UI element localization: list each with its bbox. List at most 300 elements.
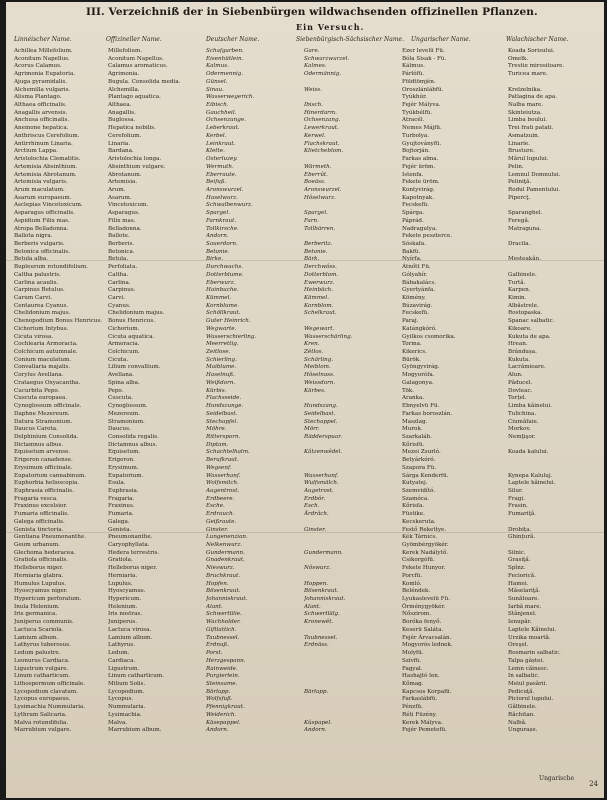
saxon-entry — [304, 94, 402, 102]
saxon-entry: Hôselnass. — [304, 372, 335, 379]
saxon-entry: Lewerkraut. — [304, 125, 339, 132]
wallachian-entry: Hamei. — [508, 580, 529, 587]
german-entry: Meerrettig. — [206, 341, 239, 348]
linnean-entry: Humulus Lupulus. — [14, 580, 66, 587]
saxon-entry: Ärdrâch. — [304, 511, 329, 518]
linnean-entry: Genista tinctoria. — [14, 526, 64, 533]
officinal-entry: Lamium album. — [108, 634, 153, 641]
wallachian-entry: Lemn căinesc. — [508, 665, 549, 672]
wallachian-entry — [508, 202, 602, 210]
saxon-entry: Flachskraut. — [304, 140, 340, 147]
wallachian-entry — [508, 442, 602, 450]
column-german — [206, 48, 302, 735]
hungarian-entry: Paraj. — [402, 318, 419, 325]
hungarian-entry: Mogyorófa. — [402, 372, 435, 379]
officinal-entry: Carpinus. — [108, 287, 136, 294]
wallachian-entry: Asmatzuin. — [508, 132, 540, 139]
linnean-entry: Lythrum Salicaria. — [14, 711, 67, 718]
officinal-entry: Cicuta. — [108, 356, 129, 363]
wallachian-entry: Kukuta de apa. — [508, 333, 551, 340]
officinal-entry: Filix mas. — [108, 217, 136, 224]
saxon-entry: Wegewart. — [304, 325, 335, 332]
saxon-entry: Eberrût. — [304, 171, 328, 178]
linnean-entry: Aristolochia Clematitis. — [14, 156, 81, 163]
officinal-entry: Stramonium. — [108, 418, 145, 425]
german-entry: Erdnuß. — [206, 642, 230, 649]
german-entry: Weiderich. — [206, 711, 237, 718]
german-entry: Schöllkraut. — [206, 310, 241, 317]
wallachian-entry: Silur. — [508, 487, 523, 494]
linnean-entry: Gratiola officinalis. — [14, 557, 69, 564]
hungarian-entry: Hashajtó len. — [402, 673, 440, 680]
officinal-entry: Ballote. — [108, 233, 130, 240]
wallachian-entry: Limba kăinelui. — [508, 403, 552, 410]
hungarian-entry: Fecskefü. — [402, 202, 430, 209]
header-saxon: Siebenbürgisch-Sächsischer Name. — [296, 36, 405, 43]
linnean-entry: Cynoglossum officinale. — [14, 403, 82, 410]
hungarian-entry: Fekete üröm. — [402, 179, 440, 186]
hungarian-entry: Lyukaslevelü Fü. — [402, 596, 450, 603]
german-entry: Porst. — [206, 650, 223, 657]
hungarian-entry: Gyilkos csomorika. — [402, 333, 456, 340]
linnean-entry: Dictamnus albus. — [14, 441, 64, 448]
saxon-entry: Hôselwurz. — [304, 194, 337, 201]
hungarian-entry: Fekete Hunyor. — [402, 565, 446, 572]
linnean-entry: Herniaria glabra. — [14, 572, 64, 579]
officinal-entry: Galega. — [108, 518, 130, 525]
wallachian-entry: Răchitan. — [508, 711, 536, 718]
saxon-entry: Kalmes. — [304, 63, 327, 70]
german-entry: Wegwarte. — [206, 325, 237, 332]
saxon-entry: Ginster. — [304, 526, 327, 533]
wallachian-entry: Mesteakăn. — [508, 256, 541, 263]
wallachian-entry: Drobița. — [508, 526, 532, 533]
officinal-entry: Lactuca virosa. — [108, 626, 152, 633]
saxon-entry: Bilsenkraut. — [304, 588, 339, 595]
wallachian-entry: Morkov. — [508, 426, 531, 433]
saxon-entry: Meiblom. — [304, 364, 331, 371]
linnean-entry: Aconitum Napellus. — [14, 55, 70, 62]
linnean-entry: Chenopodium Bonus Henricus. — [14, 318, 103, 325]
hungarian-entry: Nemes Májfü. — [402, 125, 442, 132]
wallachian-entry: Iarbă mare. — [508, 603, 542, 610]
wallachian-entry — [508, 457, 602, 465]
german-entry: Wolfsmilch. — [206, 480, 239, 487]
linnean-entry: Cuscuta europaea. — [14, 395, 68, 402]
german-entry: Andorn. — [206, 233, 229, 240]
saxon-entry: Erdnäss. — [304, 642, 329, 649]
officinal-entry: Avellana. — [108, 372, 134, 379]
hungarian-entry: Tök. — [402, 387, 415, 394]
german-entry: Spargel. — [206, 210, 230, 217]
saxon-entry: Bärlapp. — [304, 688, 329, 695]
saxon-entry — [304, 318, 402, 326]
hungarian-entry: Kikerics. — [402, 349, 427, 356]
german-entry: Steinsame. — [206, 680, 238, 687]
german-entry: Schachtelhalm. — [206, 449, 250, 456]
officinal-entry: Ligustrum. — [108, 665, 140, 672]
linnean-entry: Alchemilla vulgaris. — [14, 86, 71, 93]
officinal-entry: Genista. — [108, 526, 132, 533]
linnean-entry: Aspidium Filix mas. — [14, 217, 70, 224]
linnean-entry: Anemone hepatica. — [14, 125, 69, 132]
german-entry: Andorn. — [206, 727, 229, 734]
linnean-entry: Glechoma hederacea. — [14, 549, 76, 556]
linnean-entry: Hypericum perforatum. — [14, 596, 82, 603]
saxon-entry: Klietcheblom. — [304, 148, 344, 155]
saxon-entry — [304, 465, 402, 473]
saxon-entry: Kerwel. — [304, 132, 326, 139]
german-entry: Gundermann. — [206, 549, 245, 556]
officinal-entry: Cicuta aquatica. — [108, 333, 155, 340]
german-entry: Tollkirsche. — [206, 225, 239, 232]
officinal-entry: Mezereum. — [108, 410, 140, 417]
officinal-entry: Erigeron. — [108, 457, 135, 464]
hungarian-entry: Kőrisfü. — [402, 441, 425, 448]
saxon-entry: Nôswurz. — [304, 565, 331, 572]
saxon-entry — [304, 658, 402, 666]
column-saxon — [304, 48, 402, 735]
german-entry: Hopfen. — [206, 580, 229, 587]
linnean-entry: Convallaria majalis. — [14, 364, 71, 371]
saxon-entry: Kornblom. — [304, 302, 334, 309]
german-entry: Purgierlein. — [206, 673, 240, 680]
officinal-entry: Hepatica nobilis. — [108, 125, 156, 132]
officinal-entry: Agrimonia. — [108, 71, 140, 78]
hungarian-entry: Mogyorós lednek. — [402, 642, 453, 649]
linnean-entry: Conium maculatum. — [14, 356, 72, 363]
german-entry: Durchwachs. — [206, 264, 244, 271]
wallachian-entry: Spanac salbatic. — [508, 318, 555, 325]
wallachian-entry: Mărul lupului. — [508, 156, 549, 163]
officinal-entry: Ledum. — [108, 650, 130, 657]
german-entry: Eisenhütlein. — [206, 55, 244, 62]
german-entry: Betonie. — [206, 248, 230, 255]
officinal-entry: Perfoliata. — [108, 264, 138, 271]
officinal-entry: Anagallis. — [108, 109, 136, 116]
header-german: Deutscher Name. — [206, 36, 260, 43]
officinal-entry: Aristolochia longa. — [108, 156, 162, 163]
linnean-entry: Linum catharticum. — [14, 673, 70, 680]
german-entry: Bilsenkraut. — [206, 588, 241, 595]
wallachian-entry: Torțel. — [508, 395, 527, 402]
saxon-entry: Gare. — [304, 48, 320, 54]
hungarian-entry: Szemvidító. — [402, 487, 436, 494]
linnean-entry: Anagallis arvensis. — [14, 109, 68, 116]
saxon-entry — [304, 395, 402, 403]
linnean-entry: Geum urbanum. — [14, 542, 60, 548]
linnean-entry: Atropa Belladonna. — [14, 225, 69, 232]
linnean-entry: Acorus Calamus. — [14, 63, 62, 70]
german-entry: Wasserschierling. — [206, 333, 257, 340]
linnean-entry: Agrimonia Eupatoria. — [14, 71, 76, 78]
wallachian-entry: Patlagina de apa. — [508, 94, 558, 101]
officinal-entry: Belladonna. — [108, 225, 142, 232]
column-wallachian — [508, 48, 602, 735]
saxon-entry: Hinerdarm. — [304, 109, 337, 116]
hungarian-entry: Aranka. — [402, 395, 425, 402]
hungarian-entry: Tyúkbélfü. — [402, 109, 433, 116]
hungarian-entry: Bürök. — [402, 356, 421, 363]
wallachian-entry: Dovleac. — [508, 387, 533, 394]
german-entry: Leinkraut. — [206, 140, 236, 147]
wallachian-entry: Turtă. — [508, 279, 526, 286]
german-entry: Kornblume. — [206, 302, 240, 309]
linnean-entry: Fumaria officinalis. — [14, 511, 69, 518]
linnean-entry: Carpinus Betulus. — [14, 287, 65, 294]
saxon-entry: Schwertlälg. — [304, 611, 340, 618]
wallachian-entry: Karpen. — [508, 287, 531, 294]
wallachian-entry: Stânjenel. — [508, 611, 537, 618]
linnean-entry: Carum Carvi. — [14, 295, 52, 301]
saxon-entry: Ibisch. — [304, 102, 323, 109]
linnean-entry: Asarum europaeum. — [14, 194, 72, 201]
saxon-entry: Andorn. — [304, 727, 327, 734]
officinal-entry: Lysimachia. — [108, 711, 142, 718]
officinal-entry: Lycopus. — [108, 696, 134, 703]
hungarian-entry: Kömény. — [402, 295, 426, 301]
german-entry: Stechapfel. — [206, 418, 238, 425]
wallachian-entry — [508, 519, 602, 527]
hungarian-entry: Nadragulya. — [402, 225, 438, 232]
hungarian-entry: Farkaslábfü. — [402, 696, 438, 703]
saxon-entry: Ochsenzang. — [304, 117, 341, 124]
officinal-entry: Helenium. — [108, 603, 138, 610]
hungarian-entry: Szívfü. — [402, 657, 422, 664]
header-hungarian: Ungarischer Name. — [411, 36, 471, 43]
wallachian-entry: Fumariţă. — [508, 511, 536, 518]
linnean-entry: Fragaria vesca. — [14, 495, 58, 502]
wallachian-entry: Păducel. — [508, 379, 533, 386]
hungarian-entry: Kőmag. — [402, 680, 424, 687]
german-entry: Bruchkraut. — [206, 572, 241, 579]
linnean-entry: Helleborus niger. — [14, 565, 64, 572]
officinal-entry: Betonica. — [108, 248, 135, 255]
officinal-entry: Eupatorium. — [108, 472, 144, 479]
german-entry: Kerbel. — [206, 132, 227, 139]
wallachian-entry: Linarie. — [508, 140, 530, 147]
linnean-entry: Lysimachia Nummularia. — [14, 704, 86, 711]
wallachian-entry: Piciorul lupului. — [508, 696, 554, 703]
linnean-entry: Chelidonium majus. — [14, 310, 71, 317]
officinal-entry: Hedera terrestris. — [108, 549, 160, 556]
german-entry: Erdrauch. — [206, 511, 235, 518]
german-entry: Möhre. — [206, 426, 227, 433]
wallachian-entry: Matraguna. — [508, 225, 542, 232]
german-entry: Diptam. — [206, 441, 229, 448]
officinal-entry: Pepo. — [108, 387, 124, 394]
linnean-entry: Anchusa officinalis. — [14, 117, 70, 124]
linnean-entry: Eupatorium cannabinum. — [14, 472, 87, 479]
saxon-entry: Alant. — [304, 603, 321, 610]
officinal-entry: Cynoglossum. — [108, 403, 148, 410]
linnean-entry: Inula Helenium. — [14, 603, 60, 610]
officinal-entry: Consolida regalis. — [108, 433, 159, 440]
hungarian-entry: Fejér üröm. — [402, 163, 436, 170]
german-entry: Odermennig. — [206, 71, 244, 78]
officinal-entry: Nummularia. — [108, 704, 146, 711]
german-entry: Maiblume. — [206, 364, 237, 371]
linnean-entry: Antirrhinum Linaria. — [14, 140, 73, 147]
linnean-entry: Betula alba. — [14, 256, 48, 263]
officinal-entry: Chelidonium majus. — [108, 310, 165, 317]
officinal-entry: Cardiaca. — [108, 657, 136, 664]
wallachian-entry: Galbinele. — [508, 271, 537, 278]
hungarian-entry: Molyfü. — [402, 650, 424, 657]
officinal-entry: Equisetum. — [108, 449, 141, 456]
hungarian-entry: Keserü Saláta. — [402, 626, 444, 633]
saxon-entry — [304, 534, 402, 542]
officinal-entry: Carlina. — [108, 279, 131, 286]
german-entry: Guter Heinrich. — [206, 318, 251, 325]
german-entry: Nelkenwurz. — [206, 542, 243, 548]
hungarian-entry: Kontyvirág. — [402, 186, 435, 193]
officinal-entry: Pneumonanthe. — [108, 534, 153, 541]
wallachian-entry: Kukuta. — [508, 356, 531, 363]
german-entry: Schwalbenwurz. — [206, 202, 253, 209]
hungarian-entry: Maszlag. — [402, 418, 428, 425]
column-officinal — [108, 48, 204, 735]
german-entry: Gauchheil. — [206, 109, 237, 116]
officinal-entry: Linum catharticum. — [108, 673, 164, 680]
wallachian-entry: Meiul pasării. — [508, 680, 548, 687]
officinal-entry: Malva. — [108, 719, 128, 726]
german-entry: Wegsenf. — [206, 464, 232, 471]
saxon-entry: Heinbäch. — [304, 287, 334, 294]
officinal-entry: Caltha. — [108, 271, 129, 278]
officinal-entry: Linaria. — [108, 140, 131, 147]
saxon-entry: Wasserhanf. — [304, 472, 339, 479]
linnean-entry: Arum maculatum. — [14, 186, 65, 193]
hungarian-entry: Átnőtt Fü. — [402, 264, 431, 271]
hungarian-entry: Boróka fenyő. — [402, 619, 442, 626]
wallachian-entry: Gălbinele. — [508, 704, 537, 711]
wallachian-entry: Hrean. — [508, 341, 528, 348]
page-number: 24 — [589, 780, 598, 788]
hungarian-entry: Kálmus. — [402, 63, 425, 70]
officinal-entry: Cerefolium. — [108, 132, 142, 139]
german-entry: Lungenenzian. — [206, 534, 248, 541]
hungarian-entry: Murok. — [402, 426, 423, 433]
linnean-entry: Lycopodium clavatum. — [14, 688, 78, 695]
officinal-entry: Betula. — [108, 256, 129, 263]
linnean-entry: Artemisia vulgaris. — [14, 179, 68, 186]
german-entry: Farnkraut. — [206, 217, 237, 224]
officinal-entry: Daucus. — [108, 426, 131, 433]
german-entry: Dotterblume. — [206, 271, 244, 278]
officinal-entry: Milium Solis. — [108, 680, 146, 687]
saxon-entry — [304, 557, 402, 565]
wallachian-entry: Lacrămioare. — [508, 364, 546, 371]
german-entry: Eibisch. — [206, 102, 229, 109]
hungarian-entry: Farkas alma. — [402, 156, 439, 163]
wallachian-entry: Silnic. — [508, 549, 526, 556]
officinal-entry: Colchicum. — [108, 349, 140, 356]
wallachian-entry: Feciorică. — [508, 572, 536, 579]
officinal-entry: Marrubium album. — [108, 727, 162, 734]
hungarian-entry: Kerek Mályva. — [402, 719, 443, 726]
wallachian-entry — [508, 542, 602, 550]
linnean-entry: Asparagus officinalis. — [14, 210, 75, 217]
saxon-entry: Erdbôr. — [304, 495, 326, 502]
hungarian-entry: Fejér Pemetefü. — [402, 727, 447, 734]
hungarian-entry: Festő Rekettye. — [402, 526, 447, 533]
wallachian-entry: Koada kalului. — [508, 449, 549, 456]
hungarian-entry: Ezer levelü Fü. — [402, 48, 445, 54]
german-entry: Weißdorn. — [206, 379, 236, 386]
linnean-entry: Galega officinalis. — [14, 518, 65, 525]
german-entry: Günsel. — [206, 78, 228, 85]
saxon-entry: Taubnessel. — [304, 634, 338, 641]
linnean-entry: Colchicum autumnale. — [14, 349, 78, 356]
german-entry: Ochsenzunge. — [206, 117, 246, 124]
german-entry: Johanniskraut. — [206, 596, 248, 603]
wallachian-entry: Pedicuţă. — [508, 688, 535, 695]
saxon-entry — [304, 712, 402, 720]
officinal-entry: Helleborus niger. — [108, 565, 158, 572]
officinal-entry: Erysimum. — [108, 464, 139, 471]
hungarian-entry: Komló. — [402, 580, 422, 587]
saxon-entry: Schwarzwurzel. — [304, 55, 350, 62]
saxon-entry: Wasserschärling. — [304, 333, 353, 340]
saxon-entry — [304, 156, 402, 164]
linnean-entry: Datura Stramonium. — [14, 418, 73, 425]
hungarian-entry: Nyírfa. — [402, 256, 422, 263]
linnean-entry: Euphorbia helioscopia. — [14, 480, 80, 487]
hungarian-entry: Szamóca. — [402, 495, 430, 502]
saxon-entry — [304, 79, 402, 87]
officinal-entry: Buglossa. — [108, 117, 136, 124]
officinal-entry: Armoracia. — [108, 341, 140, 348]
german-entry: Herzgespann. — [206, 657, 246, 664]
wallachian-entry: Oreşel. — [508, 642, 529, 649]
linnean-entry: Betonica officinalis. — [14, 248, 70, 255]
german-entry: Sinau. — [206, 86, 224, 93]
officinal-entry: Fumaria. — [108, 511, 134, 518]
hungarian-entry: Spárga. — [402, 210, 425, 217]
saxon-entry: Betonie. — [304, 248, 328, 255]
hungarian-entry: Bojtorján. — [402, 148, 430, 155]
saxon-entry: Schärling. — [304, 356, 334, 363]
linnean-entry: Carlina acaulis. — [14, 279, 59, 286]
german-entry: Nieswurz. — [206, 565, 235, 572]
hungarian-entry: Gyömbérgyökér. — [402, 542, 449, 548]
german-entry: Zeitlose. — [206, 349, 231, 356]
german-entry: Schwertlilie. — [206, 611, 242, 618]
german-entry: Kümmel. — [206, 295, 232, 301]
officinal-entry: Gratiola. — [108, 557, 133, 564]
saxon-entry — [304, 704, 402, 712]
german-entry: Erdbeere. — [206, 495, 235, 502]
linnean-entry: Ledum palustre. — [14, 650, 61, 657]
officinal-entry: Lupulus. — [108, 580, 133, 587]
hungarian-entry: Ebnyelvü Fü. — [402, 403, 440, 410]
linnean-entry: Ligustrum vulgare. — [14, 665, 69, 672]
hungarian-entry: Kapcsos Korpafü. — [402, 688, 452, 695]
hungarian-entry: Kék Tárnics. — [402, 534, 437, 541]
officinal-entry: Spina alba. — [108, 379, 140, 386]
german-entry: Alant. — [206, 603, 223, 610]
german-entry: Hundszunge. — [206, 403, 244, 410]
officinal-entry: Iris nostras. — [108, 611, 143, 618]
officinal-entry: Carvi. — [108, 295, 126, 301]
linnean-entry: Berberis vulgaris. — [14, 240, 65, 247]
hungarian-entry: Gyöngyvirág. — [402, 364, 440, 371]
column-linnean — [14, 48, 106, 735]
german-entry: Klette. — [206, 148, 225, 155]
linnean-entry: Equisetum arvense. — [14, 449, 71, 456]
linnean-entry: Lamium album. — [14, 634, 59, 641]
